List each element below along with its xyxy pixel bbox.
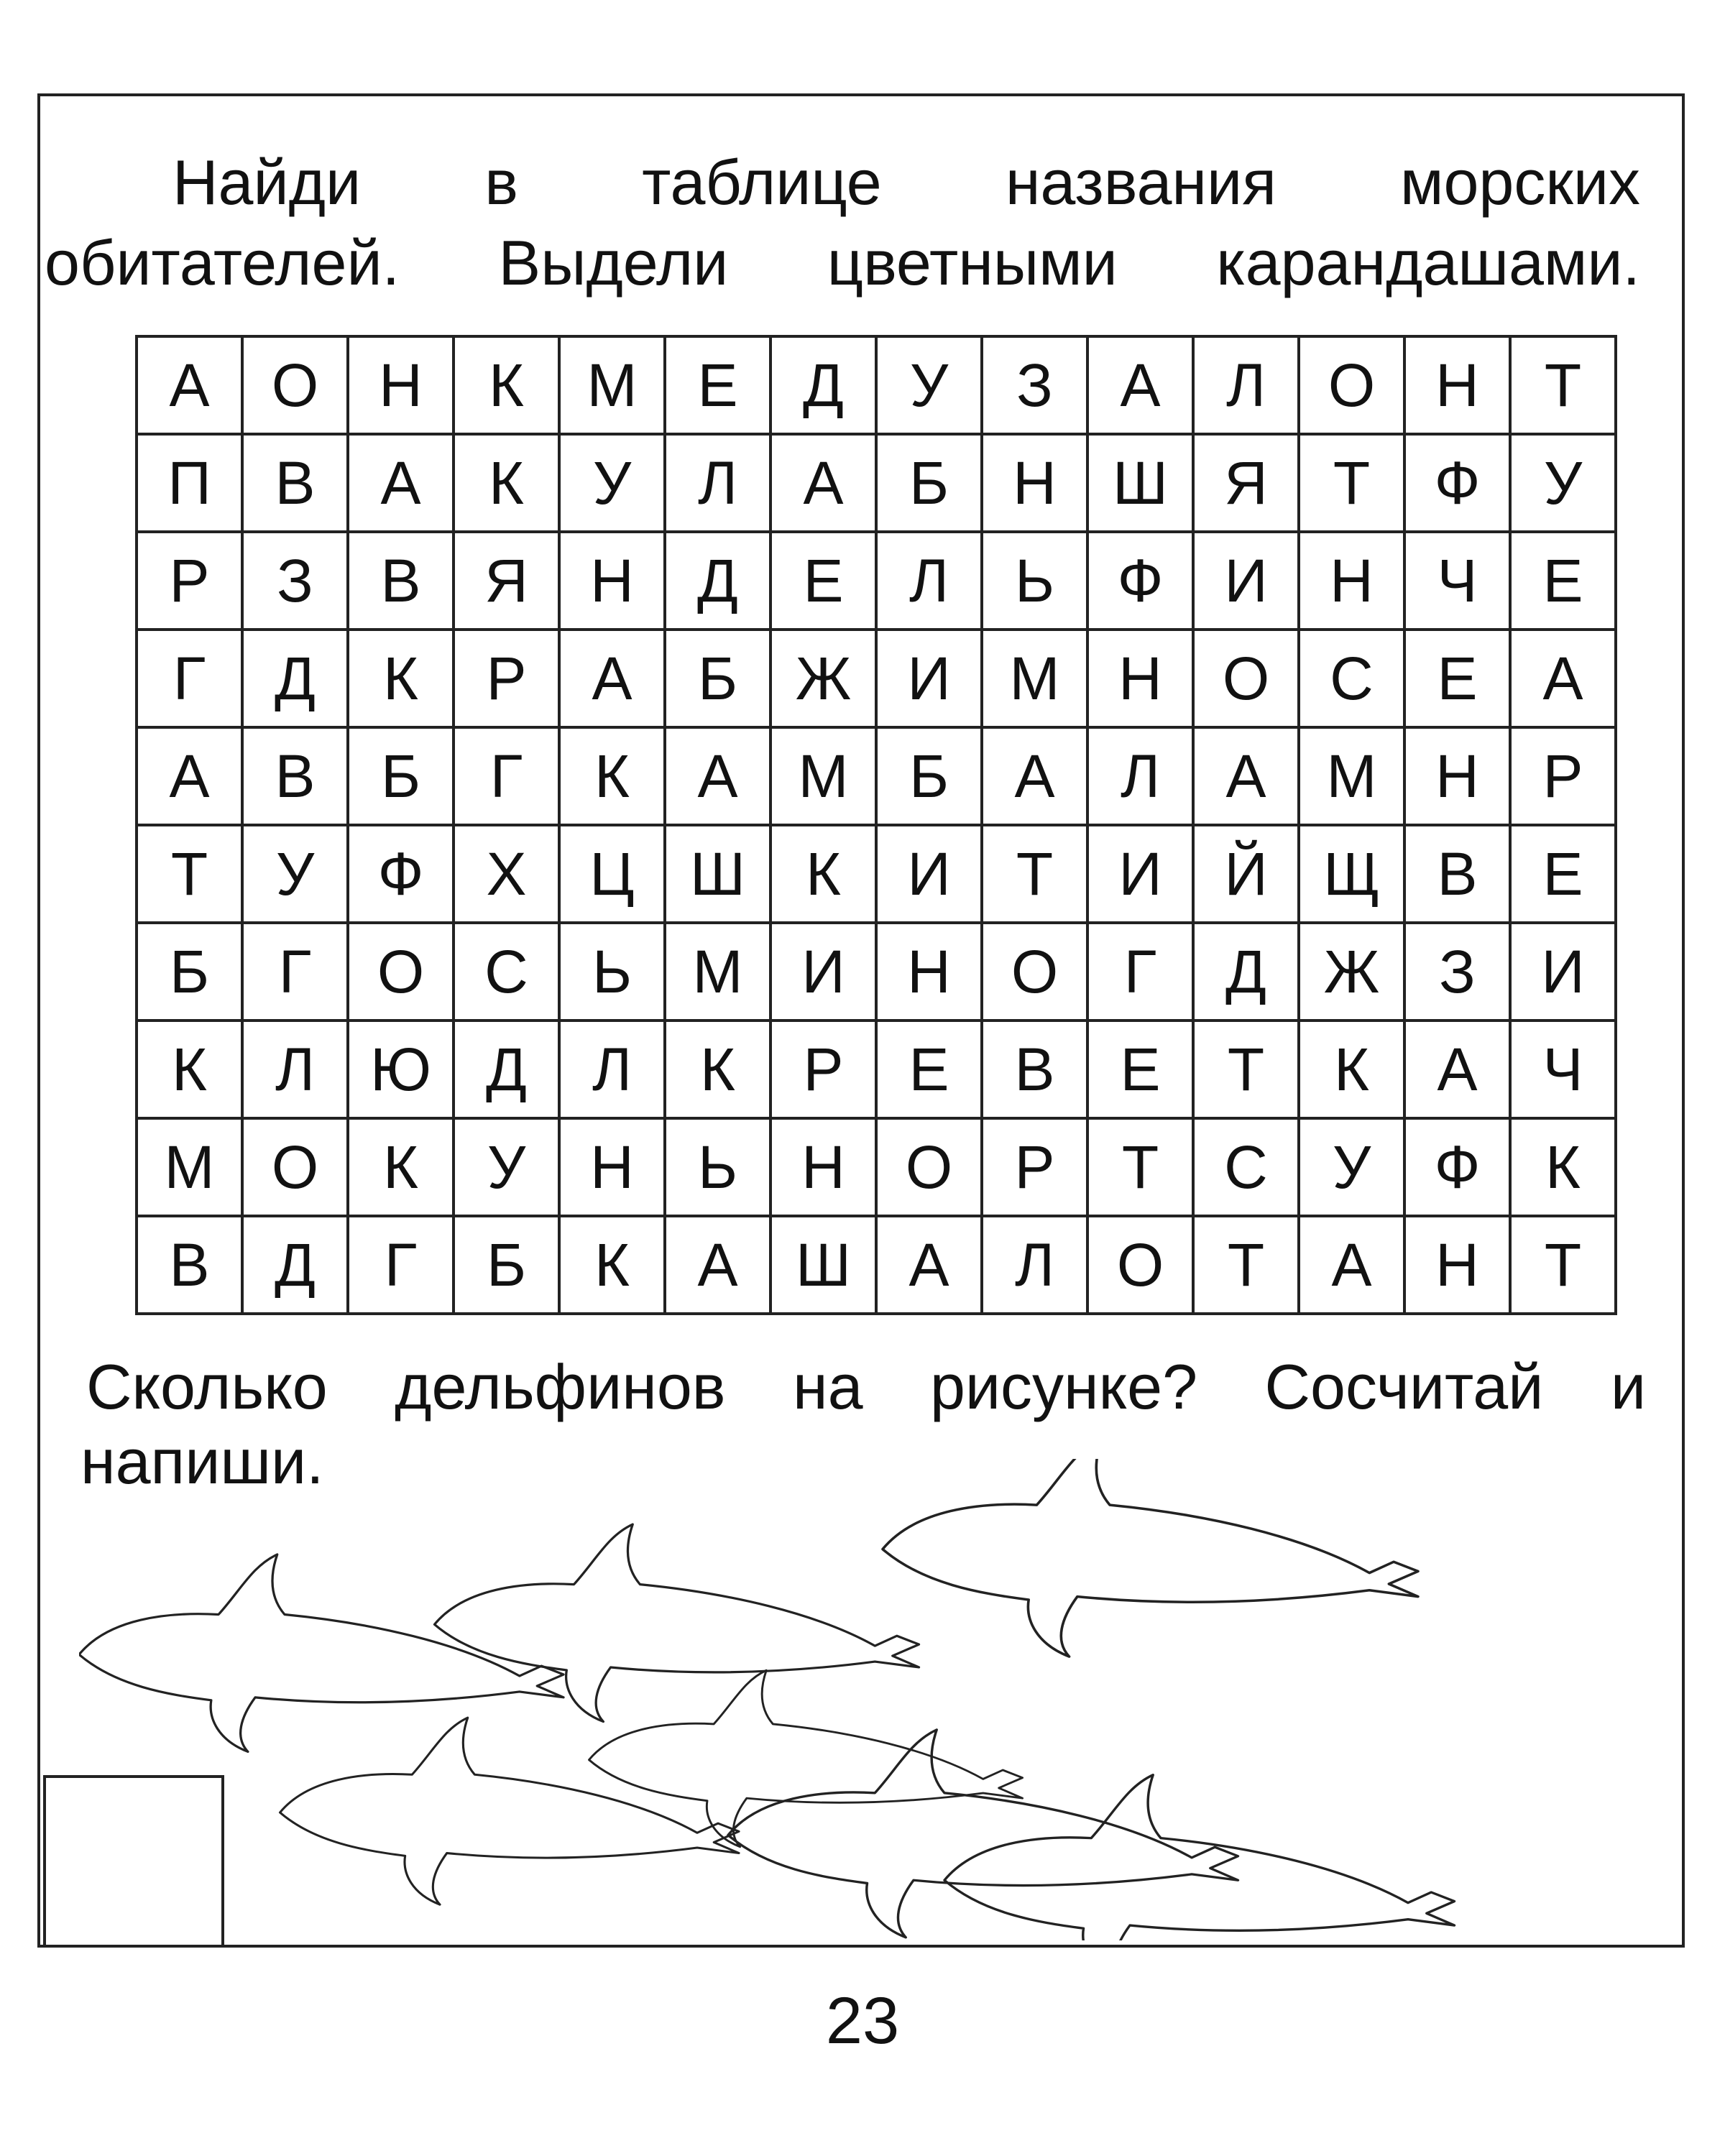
grid-cell[interactable]: Ь	[559, 923, 665, 1021]
grid-cell[interactable]: Ь	[665, 1118, 770, 1216]
grid-row	[137, 923, 1616, 1021]
grid-cell[interactable]: К	[770, 825, 876, 923]
grid-cell[interactable]: Н	[1087, 630, 1193, 727]
grid-cell[interactable]: У	[242, 825, 348, 923]
grid-cell[interactable]: М	[559, 336, 665, 434]
grid-cell[interactable]: Н	[348, 336, 454, 434]
grid-cell[interactable]: Л	[982, 1216, 1087, 1314]
grid-cell[interactable]: К	[559, 727, 665, 825]
grid-cell[interactable]: К	[454, 336, 559, 434]
task-two-line-2: напиши.	[80, 1426, 324, 1497]
grid-cell[interactable]: О	[1299, 336, 1404, 434]
grid-row	[137, 1118, 1616, 1216]
grid-row	[137, 336, 1616, 434]
grid-row	[137, 1021, 1616, 1118]
grid-cell[interactable]: А	[876, 1216, 982, 1314]
grid-cell[interactable]: Н	[1404, 336, 1510, 434]
grid-cell[interactable]: У	[1299, 1118, 1404, 1216]
grid-cell[interactable]: С	[1299, 630, 1404, 727]
grid-cell[interactable]: Г	[137, 630, 242, 727]
answer-box[interactable]	[43, 1775, 224, 1948]
grid-cell[interactable]: К	[1299, 1021, 1404, 1118]
grid-cell[interactable]: И	[1087, 825, 1193, 923]
grid-cell[interactable]: З	[1404, 923, 1510, 1021]
grid-cell[interactable]: Б	[665, 630, 770, 727]
grid-cell[interactable]: Е	[1087, 1021, 1193, 1118]
word-search-grid	[135, 335, 1617, 1315]
grid-cell[interactable]: Р	[137, 532, 242, 630]
grid-cell[interactable]: Б	[454, 1216, 559, 1314]
grid-cell[interactable]: Е	[876, 1021, 982, 1118]
grid-cell[interactable]: А	[665, 727, 770, 825]
grid-cell[interactable]: Л	[1087, 727, 1193, 825]
page-number: 23	[825, 1984, 900, 2058]
grid-cell[interactable]: Е	[1510, 532, 1616, 630]
grid-cell[interactable]: Н	[1299, 532, 1404, 630]
grid-cell[interactable]: А	[665, 1216, 770, 1314]
grid-cell[interactable]: М	[1299, 727, 1404, 825]
grid-cell[interactable]: Р	[982, 1118, 1087, 1216]
grid-cell[interactable]: И	[1510, 923, 1616, 1021]
grid-cell[interactable]: Е	[1404, 630, 1510, 727]
grid-cell[interactable]: К	[665, 1021, 770, 1118]
dolphin-outline	[589, 1670, 1023, 1847]
grid-cell[interactable]: Н	[1404, 727, 1510, 825]
grid-cell[interactable]: Т	[1510, 336, 1616, 434]
dolphin-outline	[435, 1524, 919, 1721]
grid-row	[137, 434, 1616, 532]
grid-cell[interactable]: А	[1404, 1021, 1510, 1118]
grid-cell[interactable]: А	[559, 630, 665, 727]
grid-cell[interactable]: В	[242, 434, 348, 532]
grid-row	[137, 630, 1616, 727]
grid-cell[interactable]: Д	[242, 630, 348, 727]
grid-cell[interactable]: У	[559, 434, 665, 532]
grid-cell[interactable]: Д	[665, 532, 770, 630]
dolphin-outline	[280, 1718, 740, 1904]
task-one-line-2: обитателей. Выдели цветными карандашами.	[45, 227, 1640, 298]
grid-cell[interactable]: Ф	[1404, 434, 1510, 532]
grid-cell[interactable]: И	[1193, 532, 1299, 630]
grid-cell[interactable]: Б	[876, 434, 982, 532]
grid-cell[interactable]: Н	[1404, 1216, 1510, 1314]
grid-cell[interactable]: Е	[770, 532, 876, 630]
grid-cell[interactable]: Л	[1193, 336, 1299, 434]
grid-cell[interactable]: Т	[1193, 1021, 1299, 1118]
grid-cell[interactable]: К	[348, 630, 454, 727]
grid-cell[interactable]: К	[348, 1118, 454, 1216]
grid-cell[interactable]: В	[1404, 825, 1510, 923]
grid-cell[interactable]: Т	[1299, 434, 1404, 532]
grid-cell[interactable]: З	[982, 336, 1087, 434]
grid-cell[interactable]: Ф	[348, 825, 454, 923]
grid-cell[interactable]: Н	[876, 923, 982, 1021]
grid-cell[interactable]: Б	[876, 727, 982, 825]
grid-cell[interactable]: С	[454, 923, 559, 1021]
grid-cell[interactable]: Р	[1510, 727, 1616, 825]
grid-cell[interactable]: Н	[559, 532, 665, 630]
task-two-line-1: Сколько дельфинов на рисунке? Сосчитай и	[86, 1351, 1646, 1422]
grid-cell[interactable]: О	[1193, 630, 1299, 727]
grid-cell[interactable]: В	[982, 1021, 1087, 1118]
grid-cell[interactable]: Л	[559, 1021, 665, 1118]
grid-cell[interactable]: Т	[1087, 1118, 1193, 1216]
grid-cell[interactable]: Г	[348, 1216, 454, 1314]
grid-cell[interactable]: В	[242, 727, 348, 825]
task-one-instructions	[45, 142, 1640, 303]
grid-cell[interactable]: О	[876, 1118, 982, 1216]
grid-cell[interactable]: Р	[454, 630, 559, 727]
grid-cell[interactable]: О	[348, 923, 454, 1021]
grid-cell[interactable]: Ч	[1404, 532, 1510, 630]
grid-cell[interactable]: Д	[1193, 923, 1299, 1021]
grid-row	[137, 1216, 1616, 1314]
grid-cell[interactable]: Л	[665, 434, 770, 532]
grid-cell[interactable]: И	[876, 630, 982, 727]
grid-cell[interactable]: Я	[454, 532, 559, 630]
grid-cell[interactable]: У	[1510, 434, 1616, 532]
grid-cell[interactable]: О	[982, 923, 1087, 1021]
grid-cell[interactable]: Б	[348, 727, 454, 825]
grid-cell[interactable]: Ж	[770, 630, 876, 727]
grid-cell[interactable]: Б	[137, 923, 242, 1021]
grid-cell[interactable]: Ь	[982, 532, 1087, 630]
grid-cell[interactable]: З	[242, 532, 348, 630]
grid-cell[interactable]: Т	[982, 825, 1087, 923]
grid-cell[interactable]: В	[137, 1216, 242, 1314]
grid-cell[interactable]: Ю	[348, 1021, 454, 1118]
grid-cell[interactable]: Т	[1193, 1216, 1299, 1314]
grid-cell[interactable]: М	[665, 923, 770, 1021]
grid-cell[interactable]: И	[770, 923, 876, 1021]
grid-cell[interactable]: Л	[876, 532, 982, 630]
grid-cell[interactable]: Ц	[559, 825, 665, 923]
grid-cell[interactable]: Р	[770, 1021, 876, 1118]
grid-cell[interactable]: А	[137, 727, 242, 825]
grid-cell[interactable]: У	[876, 336, 982, 434]
grid-cell[interactable]: А	[770, 434, 876, 532]
grid-cell[interactable]: С	[1193, 1118, 1299, 1216]
grid-cell[interactable]: Д	[454, 1021, 559, 1118]
grid-cell[interactable]: Н	[982, 434, 1087, 532]
grid-cell[interactable]: И	[876, 825, 982, 923]
grid-cell[interactable]: Е	[1510, 825, 1616, 923]
dolphins-illustration	[79, 1459, 1624, 1940]
dolphin-outline	[944, 1775, 1455, 1940]
grid-cell[interactable]: К	[137, 1021, 242, 1118]
grid-cell[interactable]: Й	[1193, 825, 1299, 923]
dolphin-outline	[79, 1554, 564, 1751]
grid-row	[137, 825, 1616, 923]
grid-cell[interactable]: Ч	[1510, 1021, 1616, 1118]
grid-cell[interactable]: Ж	[1299, 923, 1404, 1021]
grid-cell[interactable]: О	[1087, 1216, 1193, 1314]
dolphin-outline	[883, 1459, 1418, 1657]
grid-cell[interactable]: Н	[770, 1118, 876, 1216]
grid-row	[137, 727, 1616, 825]
grid-row	[137, 532, 1616, 630]
grid-cell[interactable]: А	[1299, 1216, 1404, 1314]
grid-cell[interactable]: Х	[454, 825, 559, 923]
grid-cell[interactable]: М	[137, 1118, 242, 1216]
grid-cell[interactable]: В	[348, 532, 454, 630]
grid-cell[interactable]: А	[982, 727, 1087, 825]
grid-cell[interactable]: Т	[137, 825, 242, 923]
grid-cell[interactable]: М	[982, 630, 1087, 727]
grid-cell[interactable]: Н	[559, 1118, 665, 1216]
grid-cell[interactable]: Д	[242, 1216, 348, 1314]
grid-cell[interactable]: А	[1087, 336, 1193, 434]
grid-cell[interactable]: Т	[1510, 1216, 1616, 1314]
grid-cell[interactable]: Г	[242, 923, 348, 1021]
grid-cell[interactable]: Е	[665, 336, 770, 434]
grid-cell[interactable]: А	[137, 336, 242, 434]
grid-cell[interactable]: М	[770, 727, 876, 825]
grid-cell[interactable]: А	[348, 434, 454, 532]
grid-cell[interactable]: Д	[770, 336, 876, 434]
grid-cell[interactable]: О	[242, 336, 348, 434]
grid-cell[interactable]: Ф	[1404, 1118, 1510, 1216]
grid-cell[interactable]: О	[242, 1118, 348, 1216]
grid-cell[interactable]: Л	[242, 1021, 348, 1118]
task-one-line-1: Найди в таблице названия морских	[172, 147, 1640, 218]
grid-cell[interactable]: Г	[454, 727, 559, 825]
grid-cell[interactable]: Г	[1087, 923, 1193, 1021]
grid-cell[interactable]: К	[454, 434, 559, 532]
dolphin-outline	[728, 1730, 1238, 1938]
grid-cell[interactable]: К	[1510, 1118, 1616, 1216]
grid-cell[interactable]: Ш	[770, 1216, 876, 1314]
grid-cell[interactable]: Ш	[665, 825, 770, 923]
grid-cell[interactable]: Ш	[1087, 434, 1193, 532]
grid-cell[interactable]: У	[454, 1118, 559, 1216]
grid-cell[interactable]: Ф	[1087, 532, 1193, 630]
grid-cell[interactable]: Щ	[1299, 825, 1404, 923]
grid-cell[interactable]: К	[559, 1216, 665, 1314]
grid-cell[interactable]: Я	[1193, 434, 1299, 532]
grid-cell[interactable]: А	[1193, 727, 1299, 825]
grid-cell[interactable]: П	[137, 434, 242, 532]
grid-cell[interactable]: А	[1510, 630, 1616, 727]
